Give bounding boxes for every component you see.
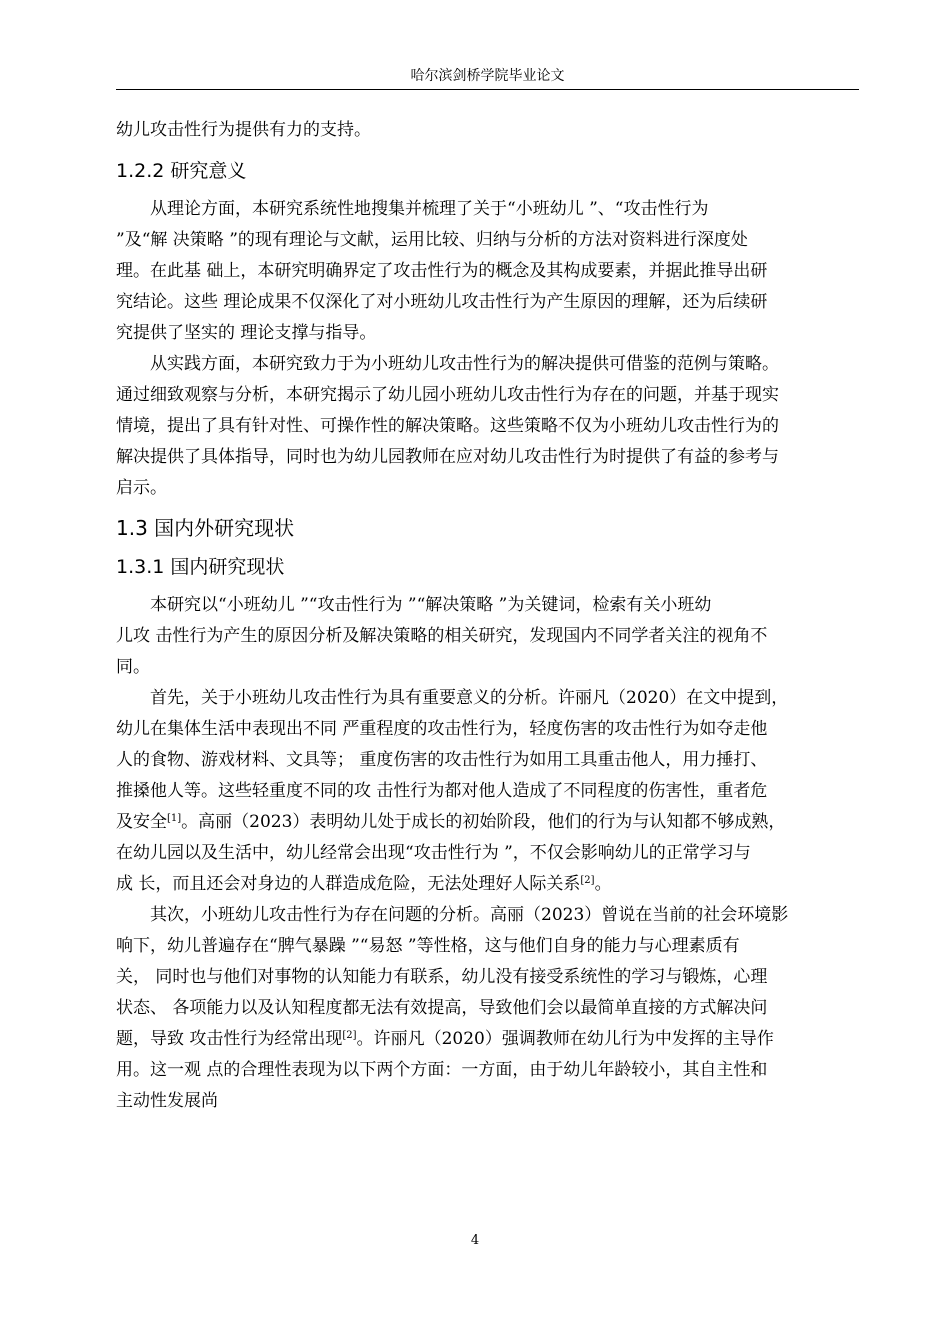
- text-line: [116, 869, 859, 900]
- page-body: [116, 115, 859, 1117]
- text-segment: 。高丽（2023）表明幼儿处于成长的初始阶段，他们的行为与认知都不够成熟，: [181, 812, 786, 832]
- text-line: 人的食物、游戏材料、文具等； 重度伤害的攻击性行为如用工具重击他人，用力捶打、: [116, 750, 768, 770]
- text-line: 从理论方面，本研究系统性地搜集并梳理了关于“小班幼儿 ”、“攻击性行为: [150, 199, 709, 219]
- text-line: 用。这一观 点的合理性表现为以下两个方面：一方面，由于幼儿年龄较小，其自主性和: [116, 1060, 768, 1080]
- text-line: 通过细致观察与分析，本研究揭示了幼儿园小班幼儿攻击性行为存在的问题，并基于现实: [116, 385, 779, 405]
- citation-marker: [1]: [167, 813, 182, 824]
- text-line: 主动性发展尚: [116, 1091, 218, 1111]
- text-segment: 及安全: [116, 812, 167, 832]
- text-segment: 题，导致 攻击性行为经常出现: [116, 1029, 343, 1049]
- text-line: 首先，关于小班幼儿攻击性行为具有重要意义的分析。许丽凡（2020）在文中提到，: [150, 688, 789, 708]
- text-line: 从实践方面，本研究致力于为小班幼儿攻击性行为的解决提供可借鉴的范例与策略。: [150, 354, 779, 374]
- text-line: 究结论。这些 理论成果不仅深化了对小班幼儿攻击性行为产生原因的理解，还为后续研: [116, 292, 768, 312]
- text-line: 同。: [116, 657, 150, 677]
- text-line: 幼儿在集体生活中表现出不同 严重程度的攻击性行为，轻度伤害的攻击性行为如夺走他: [116, 719, 768, 739]
- paragraph-continuation: [116, 115, 859, 146]
- citation-marker: [2]: [580, 875, 595, 886]
- text-line: 关， 同时也与他们对事物的认知能力有联系，幼儿没有接受系统性的学习与锻炼，心理: [116, 967, 768, 987]
- text-line: 其次，小班幼儿攻击性行为存在问题的分析。高丽（2023）曾说在当前的社会环境影: [150, 905, 789, 925]
- text-segment: 成 长，而且还会对身边的人群造成危险，无法处理好人际关系: [116, 874, 581, 894]
- text-line: 理。在此基 础上，本研究明确界定了攻击性行为的概念及其构成要素，并据此推导出研: [116, 261, 768, 281]
- text-line: [116, 807, 859, 838]
- paragraph-practice: [116, 349, 859, 504]
- text-segment: 。: [594, 874, 612, 894]
- paragraph-domestic-intro: [116, 590, 859, 683]
- section-heading-1-3: 1.3 国内外研究现状: [116, 516, 295, 540]
- text-line: 状态、 各项能力以及认知程度都无法有效提高，导致他们会以最简单直接的方式解决问: [116, 998, 768, 1018]
- text-line: ”及“解 决策略 ”的现有理论与文献，运用比较、归纳与分析的方法对资料进行深度处: [116, 230, 748, 250]
- text-line: 本研究以“小班幼儿 ”“攻击性行为 ”“解决策略 ”为关键词，检索有关小班幼: [150, 595, 712, 615]
- section-heading-1-3-1: 1.3.1 国内研究现状: [116, 556, 285, 578]
- text-line: 在幼儿园以及生活中，幼儿经常会出现“攻击性行为 ”，不仅会影响幼儿的正常学习与: [116, 843, 751, 863]
- text-segment: 。许丽凡（2020）强调教师在幼儿行为中发挥的主导作: [356, 1029, 774, 1049]
- page-number: 4: [470, 1233, 480, 1248]
- text-line: 响下，幼儿普遍存在“脾气暴躁 ”“易怒 ”等性格，这与他们自身的能力与心理素质有: [116, 936, 740, 956]
- text-line: 推搡他人等。这些轻重度不同的攻 击性行为都对他人造成了不同程度的伤害性，重者危: [116, 781, 768, 801]
- text-line: 情境，提出了具有针对性、可操作性的解决策略。这些策略不仅为小班幼儿攻击性行为的: [116, 416, 779, 436]
- running-header: 哈尔滨剑桥学院毕业论文: [410, 68, 565, 84]
- text-line: 究提供了坚实的 理论支撑与指导。: [116, 323, 377, 343]
- paragraph-significance: [116, 683, 859, 900]
- section-heading-1-2-2: 1.2.2 研究意义: [116, 160, 247, 182]
- text-line: [116, 1024, 859, 1055]
- text-line: 幼儿攻击性行为提供有力的支持。: [116, 120, 371, 140]
- paragraph-theory: [116, 194, 859, 349]
- text-line: 解决提供了具体指导，同时也为幼儿园教师在应对幼儿攻击性行为时提供了有益的参考与: [116, 447, 779, 467]
- text-line: 启示。: [116, 478, 167, 498]
- paragraph-problems: [116, 900, 859, 1117]
- citation-marker: [2]: [342, 1030, 357, 1041]
- header-rule: [116, 89, 859, 90]
- text-line: 儿攻 击性行为产生的原因分析及解决策略的相关研究，发现国内不同学者关注的视角不: [116, 626, 768, 646]
